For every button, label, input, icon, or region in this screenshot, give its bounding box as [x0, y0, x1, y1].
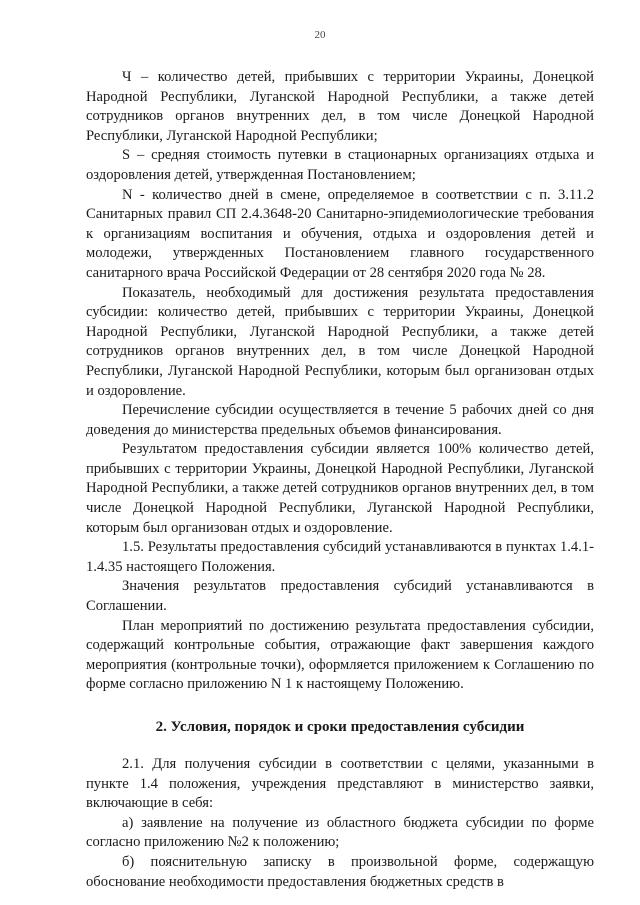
paragraph-indicator: Показатель, необходимый для достижения результата предоставления субсидии: количество детей, прибывших с территории Украины, Донецкой Народной Республики, Луганской Народной Республики, а также детей сотрудников органов внутренних дел, в том числе Донецкой Народной Республики, Луганской Народной Республики, которым был организован отдых и оздоровление.	[86, 284, 594, 399]
paragraph-item-a: а) заявление на получение из областного бюджета субсидии по форме согласно приложению №2 к положению;	[86, 814, 594, 851]
paragraph-ch-definition: Ч – количество детей, прибывших с территории Украины, Донецкой Народной Республики, Луганской Народной Республики, а также детей сотрудников органов внутренних дел, в том числе Донецкой Народной Республики, Луганской Народной Республики;	[86, 69, 594, 144]
paragraph-2-1: 2.1. Для получения субсидии в соответствии с целями, указанными в пункте 1.4 положения, учреждения представляют в министерство заявки, включающие в себя:	[86, 756, 594, 812]
paragraph-result: Результатом предоставления субсидии является 100% количество детей, прибывших с территории Украины, Донецкой Народной Республики, Луганской Народной Республики, а также детей сотрудников органов внутренних дел, в том числе Донецкой Народной Республики, Луганской Народной Республики, которым был организован отдых и оздоровление.	[86, 441, 594, 536]
document-body	[86, 68, 594, 892]
page-number: 20	[314, 29, 326, 41]
paragraph-result-values: Значения результатов предоставления субсидий устанавливаются в Соглашении.	[86, 578, 594, 615]
paragraph-action-plan: План мероприятий по достижению результата предоставления субсидии, содержащий контрольные события, отражающие факт завершения каждого мероприятия (контрольные точки), оформляется приложением к Соглашению по форме согласно приложению N 1 к настоящему Положению.	[86, 617, 594, 693]
paragraph-n-definition: N - количество дней в смене, определяемое в соответствии с п. 3.11.2 Санитарных правил СП 2.4.3648-20 Санитарно-эпидемиологические требования к организациям воспитания и обучения, отдыха и оздоровления детей и молодежи, утвержденных Постановлением главного государственного санитарного врача Российской Федерации от 28 сентября 2020 года № 28.	[86, 186, 594, 281]
paragraph-1-5: 1.5. Результаты предоставления субсидий устанавливаются в пунктах 1.4.1-1.4.35 настоящего Положения.	[86, 539, 594, 575]
paragraph-item-b: б) пояснительную записку в произвольной форме, содержащую обоснование необходимости предоставления бюджетных средств в	[86, 853, 594, 890]
paragraph-s-definition: S – средняя стоимость путевки в стационарных организациях отдыха и оздоровления детей, утвержденная Постановлением;	[86, 147, 594, 183]
section-heading: 2. Условия, порядок и сроки предоставления субсидии	[155, 719, 525, 735]
paragraph-transfer-terms: Перечисление субсидии осуществляется в течение 5 рабочих дней со дня доведения до министерства предельных объемов финансирования.	[86, 402, 594, 438]
